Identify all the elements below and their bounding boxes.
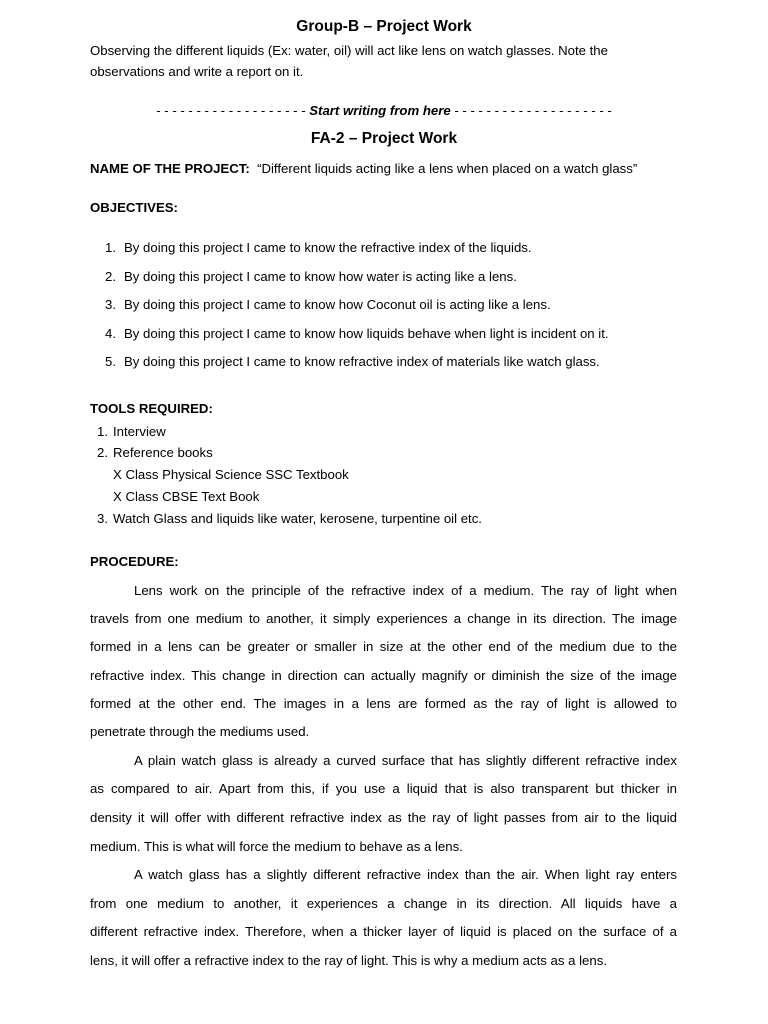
tool-item — [97, 424, 166, 439]
objective-text: By doing this project I came to know how liquids behave when light is incident on it. — [124, 326, 609, 341]
procedure-line: lens, it will offer a refractive index to the ray of light. This is why a medium acts as a lens. — [90, 953, 607, 968]
procedure-line: travels from one medium to another, it simply experiences a change in its direction. The image — [90, 611, 677, 626]
procedure-line: as compared to air. Apart from this, if you use a liquid that is also transparent but thicker in — [90, 781, 677, 796]
objective-number: 1. — [105, 240, 116, 255]
objective-number: 4. — [105, 326, 116, 341]
tool-text: Reference books — [113, 445, 213, 460]
instructions-line-2: observations and write a report on it. — [90, 64, 304, 79]
tool-sub-item: X Class CBSE Text Book — [113, 489, 260, 504]
project-name — [90, 161, 637, 176]
separator-dashes-left: - - - - - - - - - - - - - - - - - - - — [156, 103, 310, 118]
tool-text: Watch Glass and liquids like water, kerosene, turpentine oil etc. — [113, 511, 482, 526]
tool-sub-item: X Class Physical Science SSC Textbook — [113, 467, 349, 482]
procedure-line: medium. This is what will force the medium to behave as a lens. — [90, 839, 463, 854]
procedure-line: refractive index. This change in direction can actually magnify or diminish the size of the image — [90, 668, 677, 683]
tool-number: 2. — [97, 445, 108, 460]
procedure-line: density it will offer with different refractive index as the ray of light passes from air to the liquid — [90, 810, 677, 825]
project-name-value: “Different liquids acting like a lens when placed on a watch glass” — [257, 161, 638, 176]
tool-number: 1. — [97, 424, 108, 439]
procedure-line: formed in a lens can be greater or smaller in size at the other end of the medium due to the — [90, 639, 677, 654]
separator-text: Start writing from here — [309, 103, 451, 118]
procedure-heading: PROCEDURE: — [90, 554, 179, 569]
procedure-line: A watch glass has a slightly different refractive index than the air. When light ray enters — [134, 867, 677, 882]
procedure-line: A plain watch glass is already a curved surface that has slightly different refractive index — [134, 753, 677, 768]
objective-text: By doing this project I came to know the refractive index of the liquids. — [124, 240, 532, 255]
tool-text: Interview — [113, 424, 166, 439]
procedure-line: formed at the other end. The images in a lens are formed as the ray of light is allowed to — [90, 696, 677, 711]
start-writing-separator — [0, 103, 768, 118]
procedure-line: penetrate through the mediums used. — [90, 724, 310, 739]
objective-number: 5. — [105, 354, 116, 369]
instructions-line-1: Observing the different liquids (Ex: water, oil) will act like lens on watch glasses. Note the — [90, 43, 608, 58]
objective-number: 2. — [105, 269, 116, 284]
tools-heading: TOOLS REQUIRED: — [90, 401, 213, 416]
procedure-line: different refractive index. Therefore, when a thicker layer of liquid is placed on the surface of a — [90, 924, 677, 939]
objective-text: By doing this project I came to know how water is acting like a lens. — [124, 269, 517, 284]
tool-item — [97, 445, 213, 460]
group-title: Group-B – Project Work — [296, 18, 472, 35]
tool-number: 3. — [97, 511, 108, 526]
objective-text: By doing this project I came to know refractive index of materials like watch glass. — [124, 354, 600, 369]
tool-item — [97, 511, 482, 526]
objective-number: 3. — [105, 297, 116, 312]
objective-text: By doing this project I came to know how Coconut oil is acting like a lens. — [124, 297, 551, 312]
procedure-line: from one medium to another, it experiences a change in its direction. All liquids have a — [90, 896, 677, 911]
project-title: FA-2 – Project Work — [310, 130, 458, 147]
procedure-line: Lens work on the principle of the refractive index of a medium. The ray of light when — [134, 583, 677, 598]
project-name-label: NAME OF THE PROJECT: — [90, 161, 250, 176]
separator-dashes-right: - - - - - - - - - - - - - - - - - - - - — [450, 103, 612, 118]
objectives-heading: OBJECTIVES: — [90, 200, 178, 215]
